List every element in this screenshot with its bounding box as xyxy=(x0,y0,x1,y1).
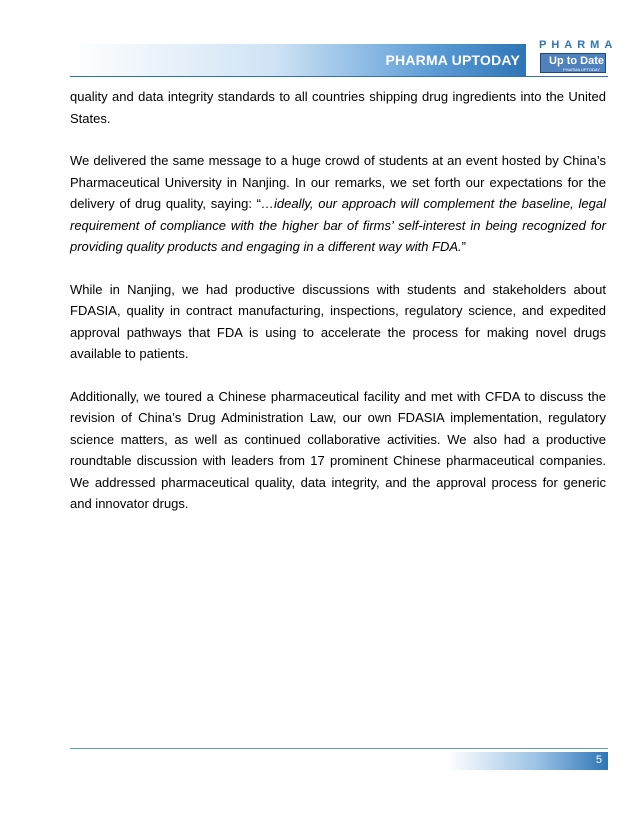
paragraph-2-quote: …ideally, our approach will complement the baseline, legal requirement of compliance with the higher bar of firms’ self-interest in being recognized for providing quality products and engaging in a different way with FDA. xyxy=(70,196,606,254)
logo-box xyxy=(540,53,606,73)
header-title: PHARMA UPTODAY xyxy=(385,52,520,68)
page-number: 5 xyxy=(595,754,602,766)
header-bar xyxy=(70,44,526,76)
header-rule xyxy=(70,76,608,77)
paragraph-2-lead: We delivered the same message to a huge crowd of students at an event hosted by China’s Pharmaceutical University in Nanjing. In our remarks, we set forth our expectations for the delivery of drug quality, saying: “ xyxy=(70,153,606,211)
paragraph-4: Additionally, we toured a Chinese pharmaceutical facility and met with CFDA to discuss the revision of China’s Drug Administration Law, our own FDASIA implementation, regulatory science matters, as well as continued collaborative activities. We also had a productive roundtable discussion with leaders from 17 prominent Chinese pharmaceutical companies. We addressed pharmaceutical quality, data integrity, and the approval process for generic and innovator drugs. xyxy=(70,388,606,511)
body-text xyxy=(70,86,606,536)
paragraph-2 xyxy=(70,150,606,258)
paragraph-1: quality and data integrity standards to all countries shipping drug ingredients into the United States. xyxy=(70,89,606,126)
pharma-logo xyxy=(536,39,618,75)
logo-mid-text: Up to Date xyxy=(549,55,604,67)
footer-rule xyxy=(70,748,608,749)
footer-bar xyxy=(448,752,608,770)
paragraph-3: While in Nanjing, we had productive discussions with students and stakeholders about FDASIA, quality in contract manufacturing, inspections, regulatory science, and expedited approval pathways that FDA is using to accelerate the process for making novel drugs available to patients. xyxy=(70,281,606,361)
paragraph-2-end: ” xyxy=(461,239,467,254)
logo-top-text: PHARMA xyxy=(539,39,618,51)
logo-sub-text: PHARMA UPTODAY xyxy=(563,67,600,72)
